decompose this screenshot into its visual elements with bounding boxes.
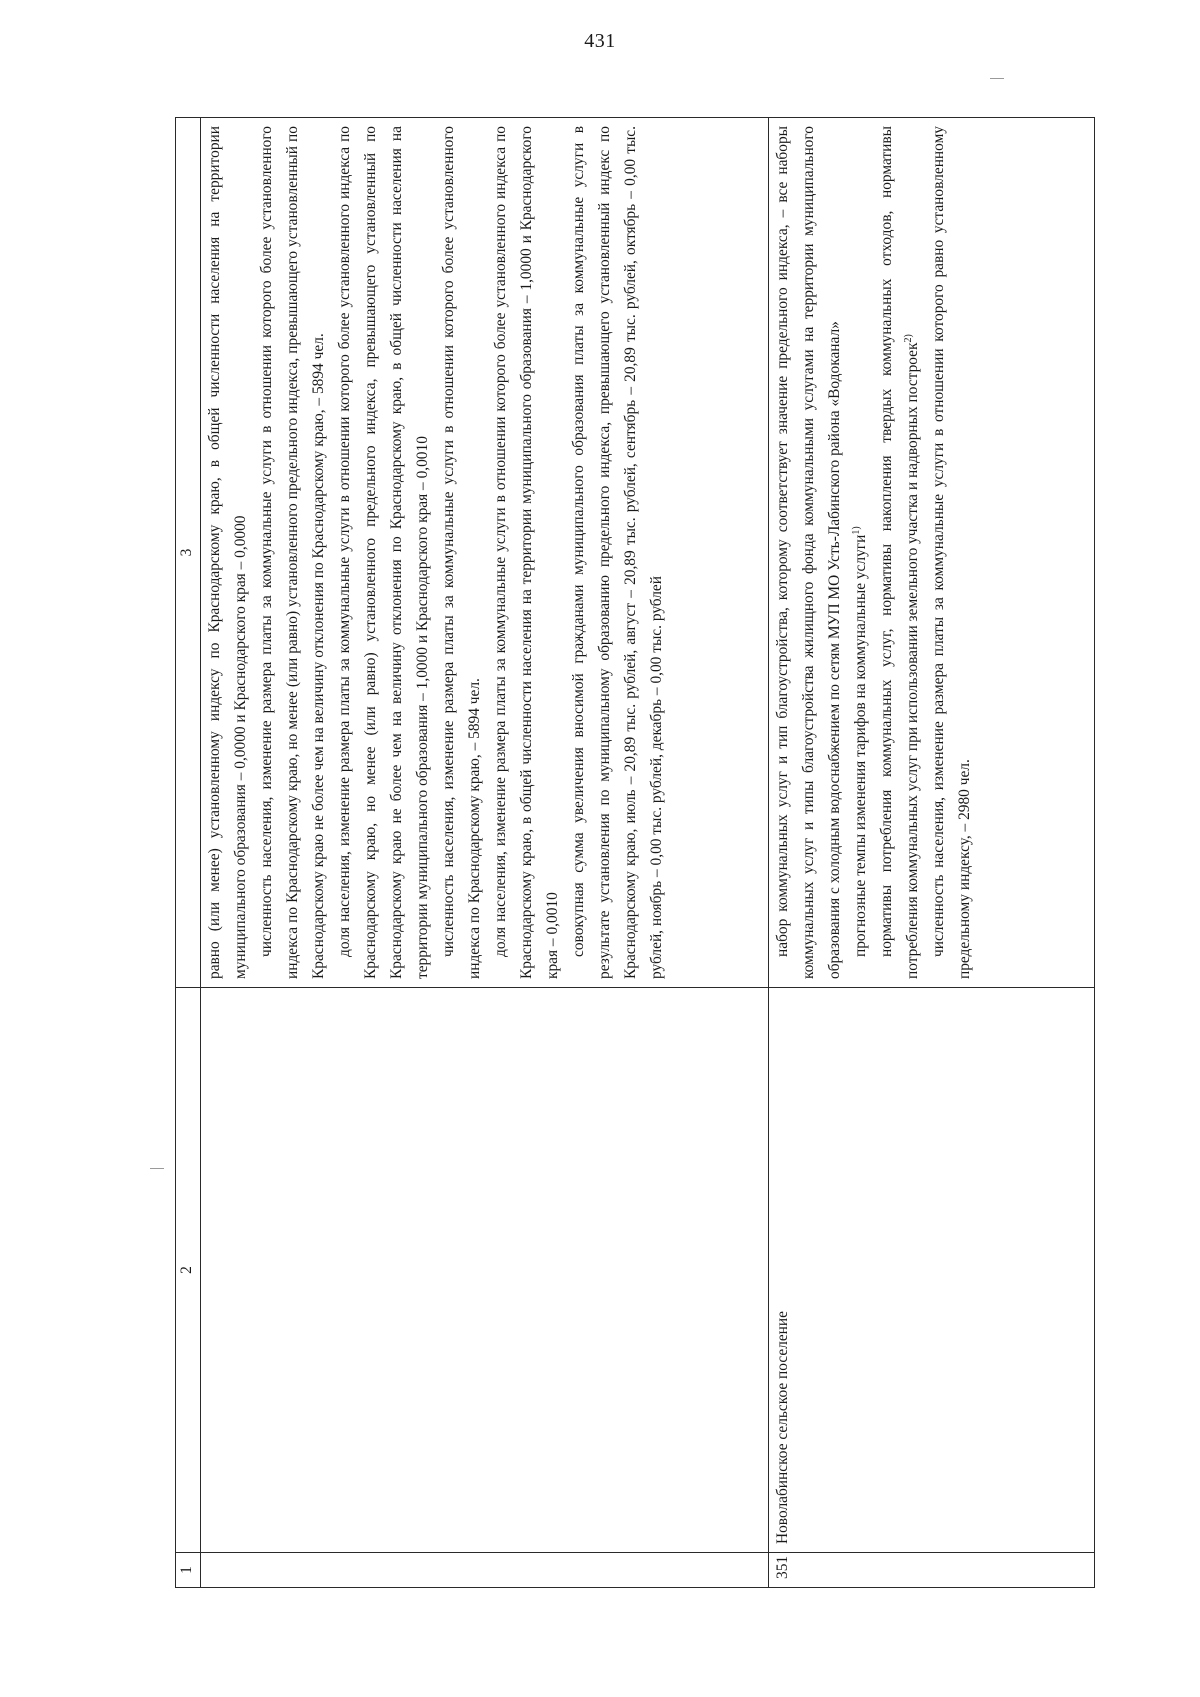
column-header-1: 1 (176, 1553, 201, 1588)
row-number-cell: 351 (769, 1553, 1095, 1588)
indicator-paragraph (874, 126, 926, 979)
indicator-paragraph (848, 126, 874, 979)
scan-mark (990, 78, 1004, 79)
column-header-3: 3 (176, 118, 201, 988)
page-number: 431 (584, 30, 616, 52)
indicator-content-cell (201, 118, 769, 988)
footnote-mark: 2) (902, 334, 914, 343)
table-row (769, 118, 1095, 1588)
indicator-content-cell (769, 118, 1095, 988)
indicator-paragraph: численность населения, изменение размера платы за коммунальные услуги в отношении которого более установленного индекса по Краснодарскому краю, – 5894 чел. (440, 126, 483, 979)
indicator-paragraph: численность населения, изменение размера платы за коммунальные услуги в отношении которого более установленного индекса по Краснодарскому краю, но менее (или равно) установленного предельного индекса, превышающего установленный по Краснодарскому краю не более чем на величину отклонения по Краснодарскому краю, – 5894 чел. (258, 126, 327, 979)
indicator-text: нормативы потребления коммунальных услуг, нормативы накопления твердых коммунальных отходов, нормативы потребления коммунальных услуг при использовании земельного участка и надворных построек (878, 126, 921, 979)
indicator-paragraph: набор коммунальных услуг и тип благоустройства, которому соответствует значение предельного индекса, – все наборы коммунальных услуг и типы благоустройства жилищного фонда коммунальными услугами на территории муниципального образования с холодным водоснабжением по сетям МУП МО Усть-Лабинского района «Водоканал» (774, 126, 843, 979)
indicator-paragraph: равно (или менее) установленному индексу по Краснодарскому краю, в общей численности населения на территории муниципального образования – 0,0000 и Краснодарского края – 0,0000 (206, 126, 249, 979)
rotated-table-frame (175, 118, 1095, 1588)
column-header-2: 2 (176, 988, 201, 1553)
settlement-name-cell (201, 988, 769, 1553)
table-row (201, 118, 769, 1588)
data-table (175, 117, 1095, 1588)
row-number-cell (201, 1553, 769, 1588)
indicator-paragraph: численность населения, изменение размера платы за коммунальные услуги в отношении которого равно установленному предельному индексу, – 2980 чел. (930, 126, 973, 979)
table-header-row (176, 118, 201, 1588)
indicator-text: прогнозные темпы изменения тарифов на коммунальные услуги (852, 534, 869, 957)
settlement-name-cell: Новолабинское сельское поселение (769, 988, 1095, 1553)
scan-mark (150, 1168, 164, 1169)
indicator-paragraph: доля населения, изменение размера платы за коммунальные услуги в отношении которого более установленного индекса по Краснодарскому краю, в общей численности населения на территории муниципального образования – 1,0000 и Краснодарского края – 0,0010 (492, 126, 561, 979)
indicator-paragraph: доля населения, изменение размера платы за коммунальные услуги в отношении которого более установленного индекса по Краснодарскому краю, но менее (или равно) установленного предельного индекса, превышающего установленный по Краснодарскому краю не более чем на величину отклонения по Краснодарскому краю, в общей численности населения на территории муниципального образования – 1,0000 и Краснодарского края – 0,0010 (336, 126, 431, 979)
indicator-paragraph: совокупная сумма увеличения вносимой гражданами муниципального образования платы за коммунальные услуги в результате установления по муниципальному образованию предельного индекса, превышающего установленный индекс по Краснодарскому краю, июль – 20,89 тыс. рублей, август – 20,89 тыс. рублей, сентябрь – 20,89 тыс. рублей, октябрь – 0,00 тыс. рублей, ноябрь – 0,00 тыс. рублей, декабрь – 0,00 тыс. рублей (570, 126, 665, 979)
table-rotator (175, 118, 1095, 1588)
footnote-mark: 1) (850, 526, 862, 535)
